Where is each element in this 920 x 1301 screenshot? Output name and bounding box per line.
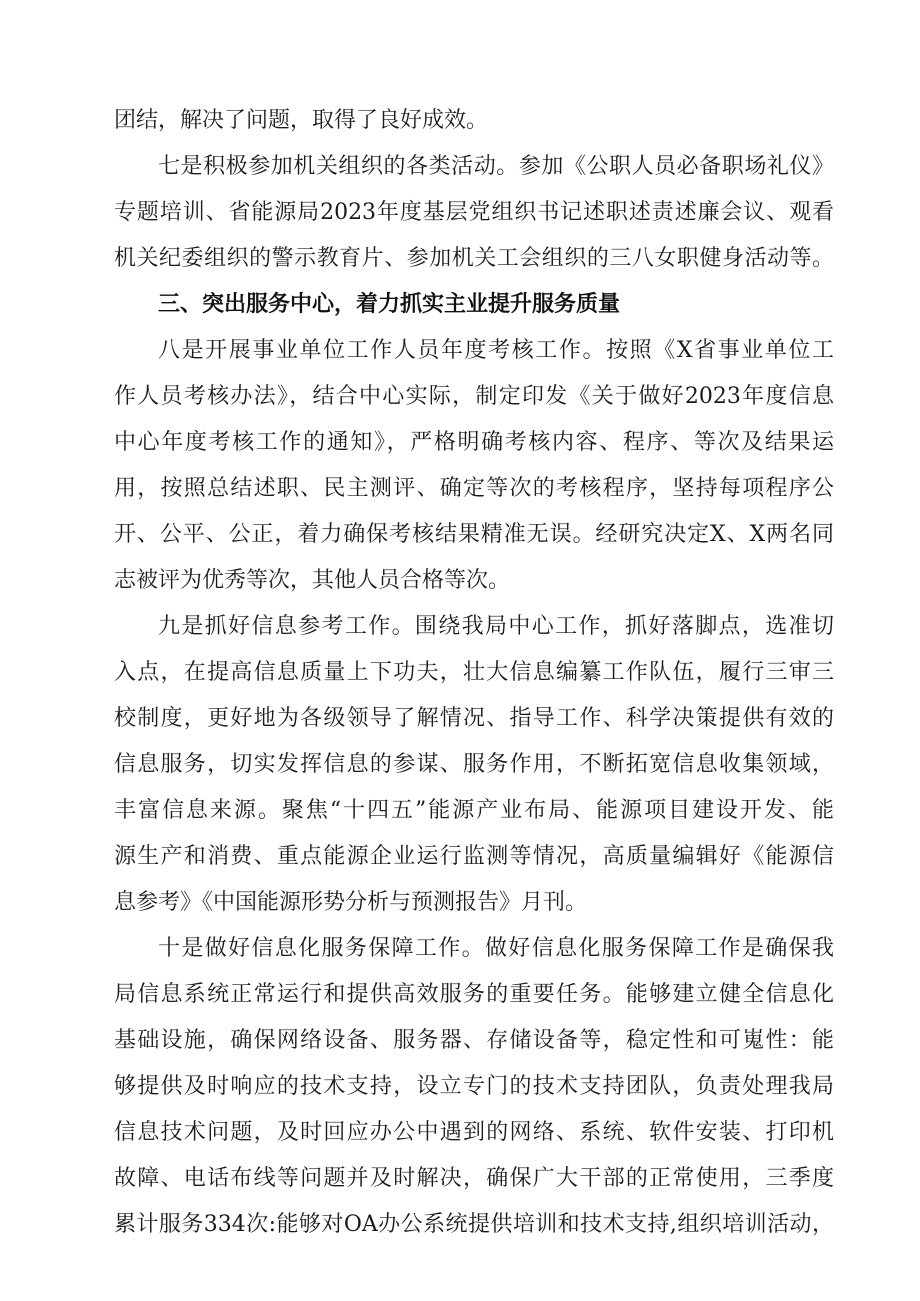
- paragraph-line: 够提供及时响应的技术支持，设立专门的技术支持团队，负责处理我局: [114, 1074, 834, 1099]
- paragraph-line: 九是抓好信息参考工作。围绕我局中心工作，抓好落脚点，选准切: [158, 614, 834, 639]
- section-heading: 三、突出服务中心，着力抓实主业提升服务质量: [158, 292, 621, 317]
- paragraph-line: 源生产和消费、重点能源企业运行监测等情况，高质量编辑好《能源信: [114, 844, 834, 869]
- paragraph-line: 丰富信息来源。聚焦“十四五”能源产业布局、能源项目建设开发、能: [114, 798, 834, 823]
- paragraph-line: 信息服务，切实发挥信息的参谋、服务作用，不断拓宽信息收集领域，: [114, 752, 834, 777]
- paragraph-line: 用，按照总结述职、民主测评、确定等次的考核程序，坚持每项程序公: [114, 476, 834, 501]
- paragraph-line: 校制度，更好地为各级领导了解情况、指导工作、科学决策提供有效的: [114, 706, 834, 731]
- document-body: [114, 98, 834, 1248]
- paragraph-line: 信息技术问题，及时回应办公中遇到的网络、系统、软件安装、打印机: [114, 1120, 834, 1145]
- paragraph-line: 作人员考核办法》，结合中心实际，制定印发《关于做好2023年度信息: [114, 384, 834, 409]
- paragraph-line: 入点，在提高信息质量上下功夫，壮大信息编纂工作队伍，履行三审三: [114, 660, 834, 685]
- paragraph-line: 息参考》《中国能源形势分析与预测报告》月刊。: [114, 890, 588, 915]
- paragraph-line: 累计服务334次:能够对OA办公系统提供培训和技术支持,组织培训活动，: [114, 1212, 834, 1237]
- paragraph-line: 十是做好信息化服务保障工作。做好信息化服务保障工作是确保我: [158, 936, 834, 961]
- paragraph-line: 团结，解决了问题，取得了良好成效。: [114, 108, 489, 133]
- paragraph-line: 专题培训、省能源局2023年度基层党组织书记述职述责述廉会议、观看: [114, 200, 834, 225]
- paragraph-line: 基础设施，确保网络设备、服务器、存储设备等，稳定性和可嵬性：能: [114, 1028, 834, 1053]
- paragraph-line: 八是开展事业单位工作人员年度考核工作。按照《X省事业单位工: [158, 338, 834, 363]
- paragraph-line: 开、公平、公正，着力确保考核结果精准无误。经研究决定X、X两名同: [114, 522, 834, 547]
- paragraph-line: 故障、电话布线等问题并及时解决，确保广大干部的正常使用，三季度: [114, 1166, 834, 1191]
- paragraph-line: 机关纪委组织的警示教育片、参加机关工会组织的三八女职健身活动等。: [114, 246, 834, 271]
- paragraph-line: 七是积极参加机关组织的各类活动。参加《公职人员必备职场礼仪》: [158, 154, 834, 179]
- paragraph-line: 中心年度考核工作的通知》，严格明确考核内容、程序、等次及结果运: [114, 430, 834, 455]
- paragraph-line: 志被评为优秀等次，其他人员合格等次。: [114, 568, 511, 593]
- paragraph-line: 局信息系统正常运行和提供高效服务的重要任务。能够建立健全信息化: [114, 982, 834, 1007]
